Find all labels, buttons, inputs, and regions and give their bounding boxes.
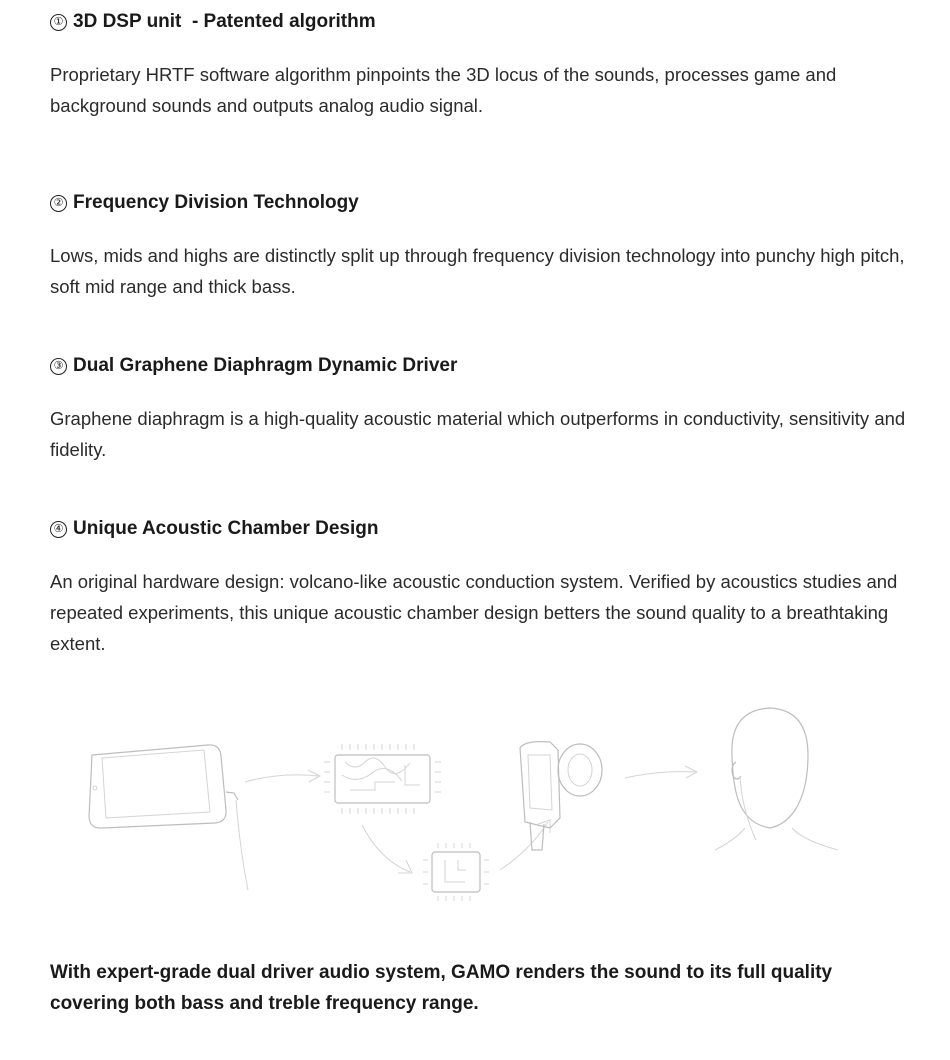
section-body: Graphene diaphragm is a high-quality acoustic material which outperforms in conductivity, sensitivity and fidelity. — [50, 408, 906, 460]
earphone-driver-icon — [520, 742, 602, 850]
footer-summary: With expert-grade dual driver audio system, GAMO renders the sound to its full quality covering both bass and treble frequency range. — [50, 962, 833, 1014]
section-title: 3D DSP unit - Patented algorithm — [73, 11, 376, 32]
section-heading — [50, 517, 910, 541]
section-body: An original hardware design: volcano-like acoustic conduction system. Verified by acoustics studies and repeated experiments, this unique acoustic chamber design betters the sound quality to a breathtaking extent. — [50, 571, 898, 654]
section-title: Unique Acoustic Chamber Design — [73, 518, 379, 539]
section-title: Frequency Division Technology — [73, 192, 359, 213]
section-graphene-driver — [50, 354, 910, 465]
smartphone-icon — [89, 745, 248, 890]
arrow-icon — [245, 770, 320, 782]
section-frequency-division — [50, 191, 910, 302]
section-heading — [50, 354, 910, 378]
number-badge: ① — [50, 14, 67, 31]
dsp-chip-icon — [324, 744, 441, 814]
section-body: Proprietary HRTF software algorithm pinpoints the 3D locus of the sounds, processes game and background sounds and outputs analog audio signal. — [50, 64, 837, 116]
number-badge: ③ — [50, 358, 67, 375]
arrow-icon — [362, 825, 412, 873]
section-body: Lows, mids and highs are distinctly split up through frequency division technology into punchy high pitch, soft mid range and thick bass. — [50, 245, 905, 297]
section-acoustic-chamber — [50, 517, 910, 659]
listener-head-icon — [715, 708, 838, 850]
section-heading — [50, 191, 910, 215]
number-badge: ④ — [50, 521, 67, 538]
audio-signal-flow-illustration — [80, 700, 870, 915]
crossover-chip-icon — [423, 843, 489, 901]
section-dsp-unit — [50, 10, 910, 121]
section-title: Dual Graphene Diaphragm Dynamic Driver — [73, 355, 458, 376]
section-heading — [50, 10, 910, 34]
number-badge: ② — [50, 195, 67, 212]
arrow-icon — [625, 766, 697, 778]
